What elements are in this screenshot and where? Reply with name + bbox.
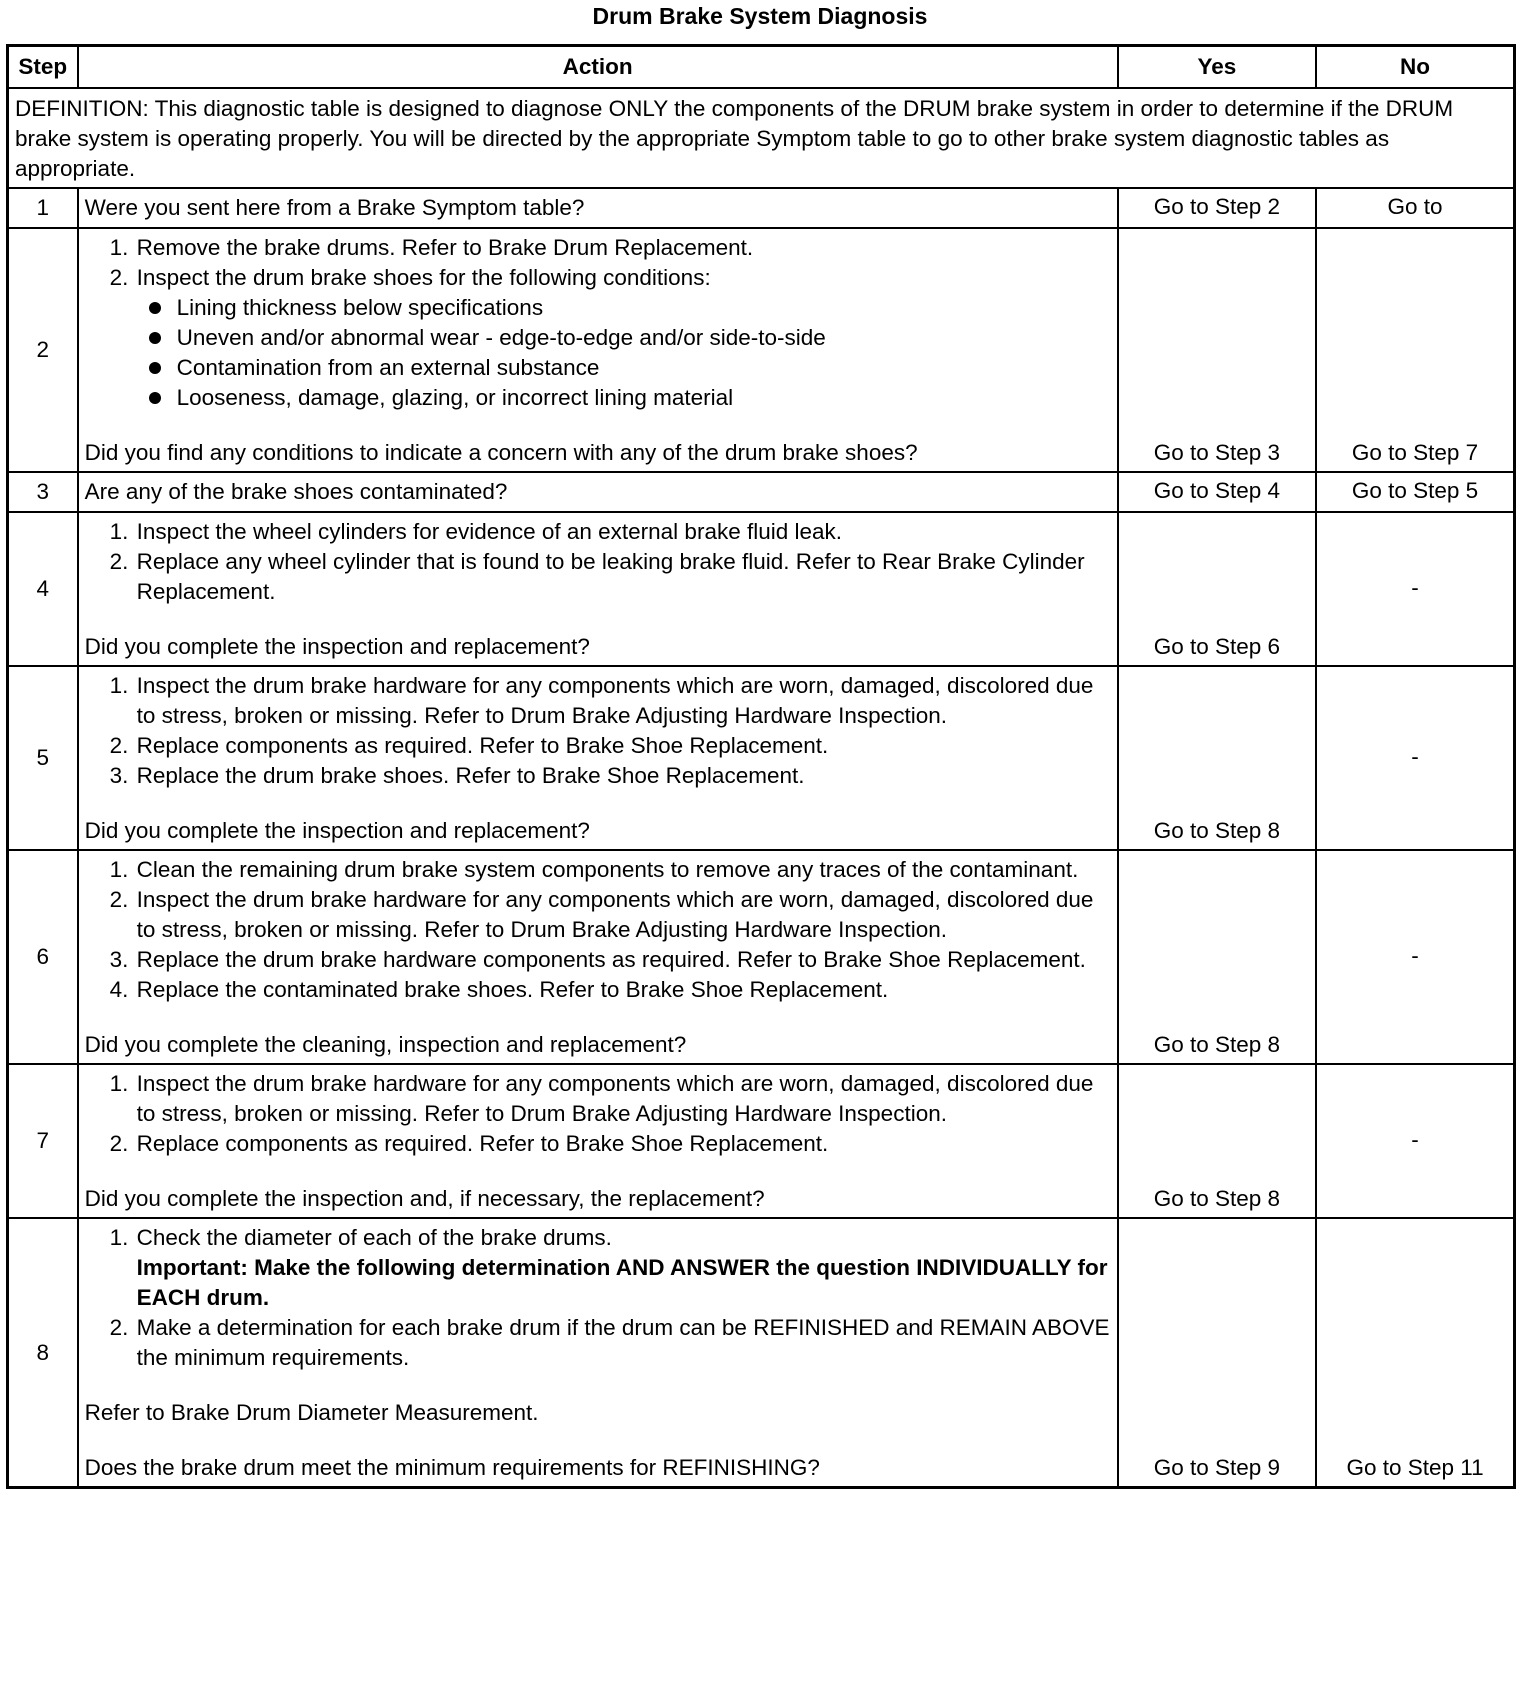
table-row <box>8 188 1515 228</box>
step-number: 6 <box>8 850 78 1064</box>
action-step: 3. Replace the drum brake hardware components as required. Refer to Brake Shoe Replacement. <box>135 945 1111 975</box>
yes-link[interactable]: Go to Step 8 <box>1118 666 1316 850</box>
condition-item: Lining thickness below specifications <box>177 293 1111 323</box>
yes-link[interactable]: Go to Step 4 <box>1118 472 1316 512</box>
action-question: Does the brake drum meet the minimum requirements for REFINISHING? <box>84 1455 820 1480</box>
action-step: 3. Replace the drum brake shoes. Refer to Brake Shoe Replacement. <box>135 761 1111 791</box>
action-step: 2. Make a determination for each brake drum if the drum can be REFINISHED and REMAIN ABOVE the minimum requirements. <box>135 1313 1111 1373</box>
no-value: - <box>1316 850 1514 1064</box>
action-cell <box>78 512 1118 666</box>
step-number: 3 <box>8 472 78 512</box>
definition-row <box>8 88 1515 188</box>
no-link[interactable]: Go to Step 11 <box>1316 1218 1514 1488</box>
action-step: 1. Remove the brake drums. Refer to Brake Drum Replacement. <box>135 233 1111 263</box>
action-question: Did you complete the inspection and, if necessary, the replacement? <box>84 1186 765 1211</box>
action-question: Were you sent here from a Brake Symptom table? <box>78 188 1118 228</box>
header-yes: Yes <box>1118 46 1316 89</box>
step-number: 5 <box>8 666 78 850</box>
step-number: 7 <box>8 1064 78 1218</box>
action-step: 1. Inspect the wheel cylinders for evidence of an external brake fluid leak. <box>135 517 1111 547</box>
yes-link[interactable]: Go to Step 3 <box>1118 228 1316 472</box>
yes-link[interactable]: Go to Step 6 <box>1118 512 1316 666</box>
step-number: 8 <box>8 1218 78 1488</box>
definition-text: DEFINITION: This diagnostic table is designed to diagnose ONLY the components of the DRUM brake system in order to determine if the DRUM brake system is operating properly. You will be directed by the appropriate Symptom table to go to other brake system diagnostic tables as appropriate. <box>8 88 1515 188</box>
action-step: 1. Inspect the drum brake hardware for any components which are worn, damaged, discolored due to stress, broken or missing. Refer to Drum Brake Adjusting Hardware Inspection. <box>135 1069 1111 1129</box>
step-number: 2 <box>8 228 78 472</box>
condition-item: Uneven and/or abnormal wear - edge-to-edge and/or side-to-side <box>177 323 1111 353</box>
header-action: Action <box>78 46 1118 89</box>
action-question: Are any of the brake shoes contaminated? <box>78 472 1118 512</box>
no-value: - <box>1316 512 1514 666</box>
no-value: - <box>1316 666 1514 850</box>
no-value: - <box>1316 1064 1514 1218</box>
yes-link[interactable]: Go to Step 8 <box>1118 850 1316 1064</box>
condition-list <box>85 293 1111 413</box>
no-link[interactable]: Go to <box>1316 188 1514 228</box>
table-row <box>8 228 1515 472</box>
action-question: Did you complete the cleaning, inspection and replacement? <box>84 1032 687 1057</box>
action-cell <box>78 228 1118 472</box>
action-steps <box>85 1223 1111 1373</box>
step-number: 4 <box>8 512 78 666</box>
yes-link[interactable]: Go to Step 2 <box>1118 188 1316 228</box>
action-step: 1. Clean the remaining drum brake system components to remove any traces of the contaminant. <box>135 855 1111 885</box>
action-step: 2. Inspect the drum brake shoes for the following conditions: <box>135 263 1111 293</box>
action-question: Did you complete the inspection and replacement? <box>84 634 590 659</box>
action-steps <box>85 671 1111 791</box>
action-cell <box>78 1218 1118 1488</box>
action-step <box>135 1223 1111 1313</box>
important-note: Important: Make the following determination AND ANSWER the question INDIVIDUALLY for EACH drum. <box>136 1255 1108 1310</box>
yes-link[interactable]: Go to Step 9 <box>1118 1218 1316 1488</box>
action-steps <box>85 1069 1111 1159</box>
header-no: No <box>1316 46 1514 89</box>
action-question: Did you find any conditions to indicate a concern with any of the drum brake shoes? <box>84 440 918 465</box>
action-steps <box>85 855 1111 1005</box>
table-row <box>8 1218 1515 1488</box>
table-row <box>8 512 1515 666</box>
action-step-text: Check the diameter of each of the brake drums. <box>136 1225 612 1250</box>
action-question: Did you complete the inspection and replacement? <box>84 818 590 843</box>
action-step: 2. Replace components as required. Refer to Brake Shoe Replacement. <box>135 731 1111 761</box>
condition-item: Looseness, damage, glazing, or incorrect lining material <box>177 383 1111 413</box>
action-cell <box>78 1064 1118 1218</box>
yes-link[interactable]: Go to Step 8 <box>1118 1064 1316 1218</box>
action-cell <box>78 666 1118 850</box>
refer-note: Refer to Brake Drum Diameter Measurement. <box>84 1400 539 1425</box>
action-step: 4. Replace the contaminated brake shoes. Refer to Brake Shoe Replacement. <box>135 975 1111 1005</box>
action-step: 2. Inspect the drum brake hardware for any components which are worn, damaged, discolored due to stress, broken or missing. Refer to Drum Brake Adjusting Hardware Inspection. <box>135 885 1111 945</box>
condition-item: Contamination from an external substance <box>177 353 1111 383</box>
page-title: Drum Brake System Diagnosis <box>592 3 928 29</box>
table-row <box>8 666 1515 850</box>
action-steps <box>85 233 1111 293</box>
table-row <box>8 472 1515 512</box>
action-step: 2. Replace components as required. Refer to Brake Shoe Replacement. <box>135 1129 1111 1159</box>
step-number: 1 <box>8 188 78 228</box>
action-step: 2. Replace any wheel cylinder that is found to be leaking brake fluid. Refer to Rear Brake Cylinder Replacement. <box>135 547 1111 607</box>
action-steps <box>85 517 1111 607</box>
action-step: 1. Inspect the drum brake hardware for any components which are worn, damaged, discolored due to stress, broken or missing. Refer to Drum Brake Adjusting Hardware Inspection. <box>135 671 1111 731</box>
action-cell <box>78 850 1118 1064</box>
table-row <box>8 850 1515 1064</box>
table-header-row <box>8 46 1515 89</box>
no-link[interactable]: Go to Step 7 <box>1316 228 1514 472</box>
table-row <box>8 1064 1515 1218</box>
diagnosis-table <box>6 44 1516 1489</box>
header-step: Step <box>8 46 78 89</box>
no-link[interactable]: Go to Step 5 <box>1316 472 1514 512</box>
